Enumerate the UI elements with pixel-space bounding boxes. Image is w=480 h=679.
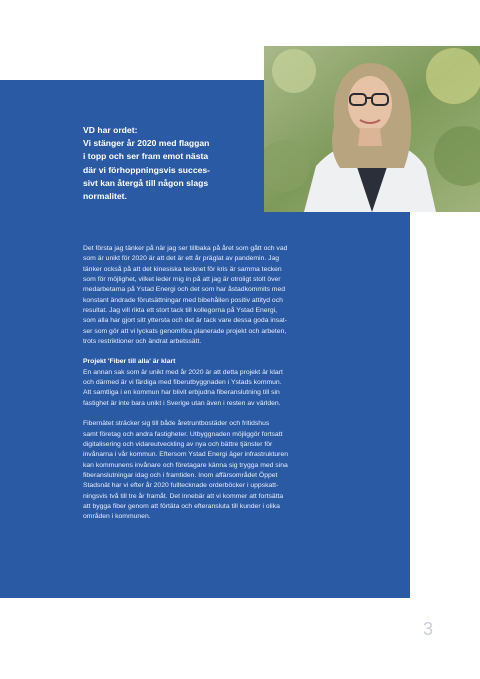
- text-line: som är unikt för 2020 är att det är ett år präglat av pandemin. Jag: [83, 255, 280, 263]
- section-title: Projekt 'Fiber till alla' är klart: [83, 358, 176, 366]
- heading-line: normalitet.: [83, 191, 127, 202]
- text-line: resultat. Jag vill rikta ett stort tack till kollegorna på Ystad Energi,: [83, 307, 278, 315]
- text-line: medarbetarna på Ystad Energi och det som har åstadkommits med: [83, 286, 285, 294]
- section-fiber: [83, 357, 355, 522]
- text-line: som för möjlighet, vilket leder mig in på att jag är otroligt stolt över: [83, 276, 281, 284]
- text-line: områden i kommunen.: [83, 513, 151, 521]
- text-line: kan kommunens invånare och företagare känna sig trygga med sina: [83, 461, 288, 469]
- text-line: att bygga fiber genom att förtäta och efteransluta till kunder i olika: [83, 502, 280, 510]
- text-line: Fibernätet sträcker sig till både åretruntbostäder och fritidshus: [83, 420, 270, 428]
- text-line: samt företag och andra fastigheter. Utbyggnaden möjliggör fortsatt: [83, 430, 283, 438]
- text-line: konstant ändrade förutsättningar med bibehållen positiv attityd och: [83, 296, 283, 304]
- ceo-portrait-photo: [264, 46, 480, 212]
- text-line: digitalisering och vidareutveckling av nya och bättre tjänster för: [83, 440, 273, 448]
- text-line: fastighet är inte bara unikt i Sverige utan även i resten av världen.: [83, 399, 281, 407]
- text-line: som alla har gjort sitt yttersta och det är tack vare dessa goda insat-: [83, 317, 288, 325]
- text-line: invånarna i vår kommun. Eftersom Ystad Energi äger infrastrukturen: [83, 451, 289, 459]
- text-line: En annan sak som är unikt med år 2020 är att detta projekt är klart: [83, 368, 283, 376]
- heading-line: VD har ordet:: [83, 125, 138, 135]
- text-line: Stadsnät har vi efter år 2020 fulltecknade orderböcker i uppskatt-: [83, 482, 279, 490]
- page-heading: [83, 124, 263, 203]
- text-line: ningsvis två till tre år framåt. Det innebär att vi kommer att fortsätta: [83, 492, 284, 500]
- intro-paragraph: [83, 244, 355, 347]
- text-line: tänker också på att det kinesiska tecknet för kris är samma tecken: [83, 265, 282, 273]
- text-line: ser som gör att vi lyckats genomföra planerade projekt och arbeten,: [83, 327, 287, 335]
- heading-line: sivt kan återgå till någon slags: [83, 177, 209, 188]
- page-number: 3: [423, 619, 434, 639]
- text-line: Det första jag tänker på när jag ser tillbaka på året som gått och vad: [83, 245, 288, 252]
- text-line: och därmed är vi färdiga med fiberutbyggnaden i Ystads kommun.: [83, 379, 282, 387]
- text-line: Att samtliga i en kommun har blivit erbjudna fiberanslutning till sin: [83, 389, 280, 397]
- text-line: trots restriktioner och ändrat arbetssätt.: [83, 338, 202, 346]
- heading-line: i topp och ser fram emot nästa: [83, 151, 209, 162]
- text-line: fiberanslutningar idag och i framtiden. Inom affärsområdet Öppet: [83, 471, 278, 479]
- heading-line: Vi stänger år 2020 med flaggan: [83, 138, 210, 149]
- heading-line: där vi förhoppningsvis succes-: [83, 164, 211, 175]
- body-text: [83, 244, 355, 523]
